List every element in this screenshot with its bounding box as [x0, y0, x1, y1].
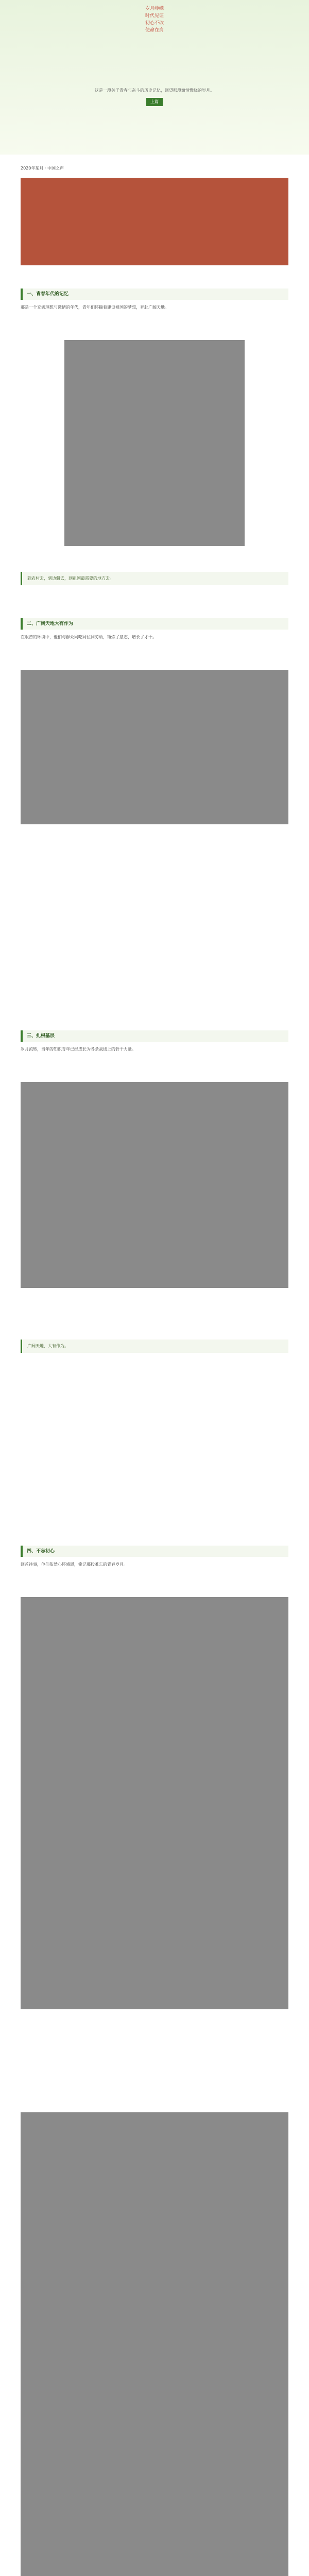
header-badge: 上篇: [146, 98, 163, 106]
article-meta: 2020年某月 · 中国之声: [21, 166, 64, 171]
section-4: 四、不忘初心 回首往事，他们依然心怀感恩，铭记那段难忘的青春岁月。: [21, 1546, 288, 1568]
photo-series: [21, 2112, 288, 2576]
section-1: 一、青春年代的记忆 那是一个充满理想与激情的年代，青年们怀揣着建设祖国的梦想，奔赴广阔天地。: [21, 289, 288, 311]
header: [0, 0, 309, 155]
group-photo-1: [21, 670, 288, 824]
section-2: 二、广阔天地大有作为 在艰苦的环境中，他们与群众同吃同住同劳动，锤炼了意志，增长了才干。: [21, 618, 288, 641]
photo-collage: [21, 1597, 288, 2009]
header-line: 岁月峥嵘: [145, 6, 164, 11]
poster-image: [21, 178, 288, 265]
header-line: 初心不改: [145, 21, 164, 26]
header-lines: [77, 5, 232, 67]
header-intro: 这是一段关于青春与奋斗的历史记忆，回望那段激情燃烧的岁月。 上篇: [77, 88, 232, 106]
group-photo-2: [21, 1082, 288, 1288]
quote-1: 到农村去，到边疆去，到祖国最需要的地方去。: [21, 572, 288, 585]
header-line: 使命在肩: [145, 28, 164, 33]
quote-2: 广阔天地，大有作为。: [21, 1340, 288, 1353]
section-3: 三、扎根基层 岁月流转，当年的知识青年已经成长为各条战线上的骨干力量。: [21, 1030, 288, 1053]
header-line: 时代见证: [145, 13, 164, 19]
portrait-photo: [64, 340, 245, 546]
